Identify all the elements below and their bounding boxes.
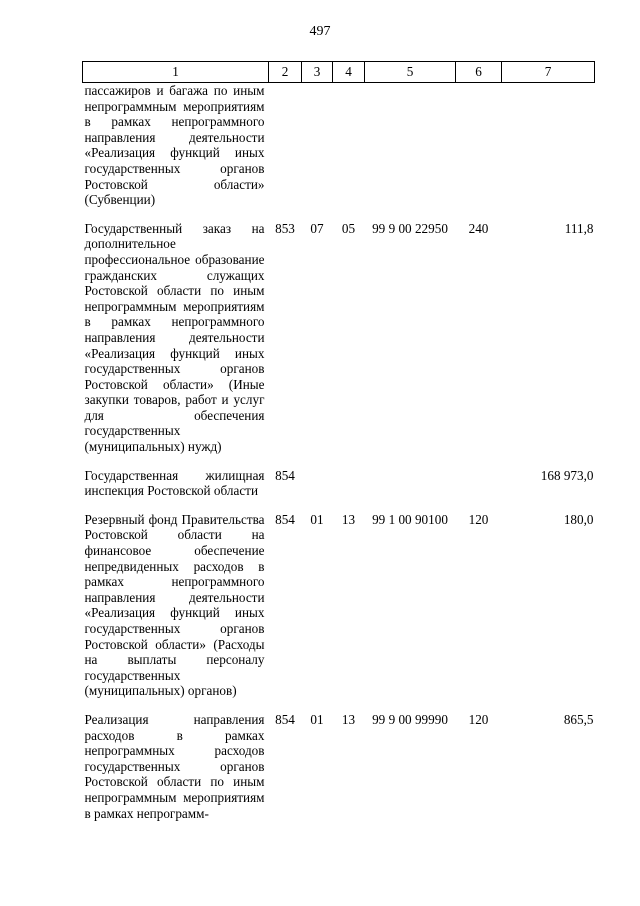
- table-row: [83, 83, 595, 221]
- column-header-2: 2: [269, 62, 302, 83]
- row-sum: [502, 83, 595, 221]
- row-name: Государственная жилищная инспекция Ростовской области: [84, 467, 265, 499]
- column-header-5: 5: [365, 62, 456, 83]
- budget-table: [82, 61, 595, 821]
- row-vr: 120: [468, 711, 489, 727]
- row-name: Государственный заказ на дополнительное профессиональное образование гражданских служащих Ростовской области по иным непрограммным мероприятиям в рамках непрограммного направления деятельности «Реализация функций иных государственных органов Ростовской области» (Иные закупки товаров, работ и услуг для обеспечения государственных (муниципальных) нужд): [84, 220, 265, 455]
- row-sum: 180,0: [563, 511, 594, 527]
- row-vr: [456, 468, 502, 512]
- table-header: [83, 62, 595, 83]
- row-name: Резервный фонд Правительства Ростовской области на финансовое обеспечение непредвиденных расходов в рамках непрограммного направления деятельности «Реализация функций иных государственных органов Ростовской области» (Расходы на выплаты персоналу государственных (муниципальных) органов): [84, 511, 265, 699]
- row-rz: [302, 468, 333, 512]
- row-csr: 99 9 00 99990: [372, 711, 448, 727]
- column-header-4: 4: [333, 62, 365, 83]
- row-sum: 111,8: [564, 220, 594, 236]
- row-pr: [333, 83, 365, 221]
- row-name: пассажиров и багажа по иным непрограммным мероприятиям в рамках непрограммного направления деятельности «Реализация функций иных государственных органов Ростовской области» (Субвенции): [84, 83, 265, 208]
- row-ved: 854: [275, 711, 295, 727]
- column-header-3: 3: [302, 62, 333, 83]
- row-ved: 854: [275, 511, 295, 527]
- row-sum: 865,5: [563, 711, 594, 727]
- row-csr: 99 1 00 90100: [372, 511, 448, 527]
- row-vr: [456, 83, 502, 221]
- row-vr: 120: [468, 511, 489, 527]
- row-csr: [365, 83, 456, 221]
- table-body: [83, 83, 595, 822]
- row-name: Реализация направления расходов в рамках непрограммных расходов государственных органов Ростовской области по иным непрограммным мероприятиям в рамках непрограмм-: [84, 711, 265, 821]
- header-row: [83, 62, 595, 83]
- row-rz: 01: [310, 511, 324, 527]
- row-rz: 07: [310, 220, 324, 236]
- row-ved: 853: [275, 220, 295, 236]
- table-row: [83, 468, 595, 512]
- row-pr: 13: [341, 711, 356, 727]
- table-row: [83, 512, 595, 712]
- column-header-1: 1: [83, 62, 269, 83]
- row-pr: 05: [341, 220, 356, 236]
- column-header-7: 7: [502, 62, 595, 83]
- row-ved: 854: [275, 467, 295, 483]
- page-number: 497: [309, 24, 331, 39]
- row-pr: [333, 468, 365, 512]
- row-pr: 13: [341, 511, 356, 527]
- row-csr: [365, 468, 456, 512]
- row-rz: [302, 83, 333, 221]
- column-header-6: 6: [456, 62, 502, 83]
- row-vr: 240: [468, 220, 489, 236]
- table-row: [83, 712, 595, 821]
- table-row: [83, 221, 595, 468]
- row-ved: [269, 83, 302, 221]
- row-sum: 168 973,0: [540, 467, 594, 483]
- row-csr: 99 9 00 22950: [372, 220, 448, 236]
- row-rz: 01: [310, 711, 324, 727]
